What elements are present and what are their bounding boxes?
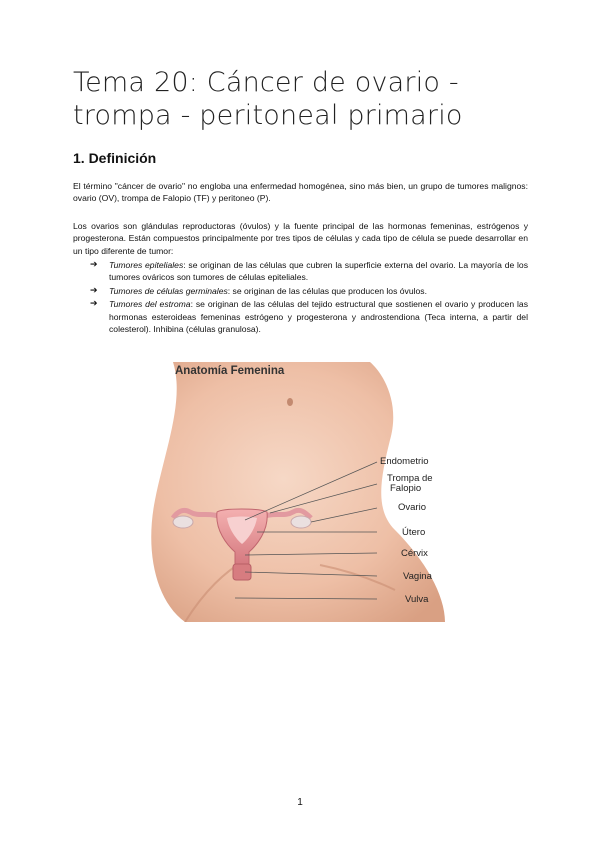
section-heading: 1. Definición	[73, 150, 157, 166]
bullet-text: : se originan de las células que producen los óvulos.	[227, 285, 427, 296]
page-title: Tema 20: Cáncer de ovario - trompa - peritoneal primario	[73, 67, 463, 131]
label-endometrio: Endometrio	[380, 456, 429, 467]
label-cervix: Cérvix	[401, 548, 428, 559]
label-utero: Útero	[402, 527, 426, 538]
list-item	[90, 259, 528, 284]
navel	[287, 398, 293, 406]
label-vagina: Vagina	[403, 571, 432, 582]
label-vulva: Vulva	[405, 594, 429, 605]
paragraph-ovaries: Los ovarios son glándulas reproductoras (óvulos) y la fuente principal de las hormonas femeninas, estrógenos y progesterona. Están compuestos principalmente por tres tipos de células y cada tipo de célula se puede desarrollar en un tipo diferente de tumor:	[73, 221, 528, 256]
ovary-left	[173, 516, 193, 528]
ovary-right	[291, 516, 311, 528]
list-item	[90, 285, 528, 297]
bullet-text: : se originan de las células que cubren la superficie externa del ovario. La mayoría de los tumores ováricos son tumores de células epiteliales.	[109, 260, 529, 283]
label-ovario: Ovario	[398, 502, 426, 513]
bullet-term: Tumores epiteliales	[109, 260, 184, 270]
bullet-text: : se originan de las células del tejido estructural que sostienen el ovario y producen las hormonas esteroideas femeninas estrógeno y progesterona y androstendiona (Teca interna, a partir del colesterol). Inhibina (células granulosa).	[109, 299, 528, 335]
page-number: 1	[297, 797, 303, 808]
label-falopio: Falopio	[390, 483, 422, 494]
label-trompa: Trompa de	[387, 473, 433, 484]
bullet-term: Tumores de células germinales	[109, 285, 228, 296]
arrow-icon: ➔	[90, 260, 98, 270]
tumor-types-list	[90, 259, 528, 336]
bullet-term: Tumores del estroma	[109, 299, 191, 310]
arrow-icon: ➔	[90, 299, 98, 310]
list-item	[90, 298, 528, 335]
arrow-icon: ➔	[90, 285, 98, 296]
figure-title: Anatomía Femenina	[175, 365, 285, 377]
paragraph-definition: El término "cáncer de ovario" no engloba una enfermedad homogénea, sino más bien, un grupo de tumores malignos: ovario (OV), trompa de Falopio (TF) y peritoneo (P).	[73, 181, 528, 204]
